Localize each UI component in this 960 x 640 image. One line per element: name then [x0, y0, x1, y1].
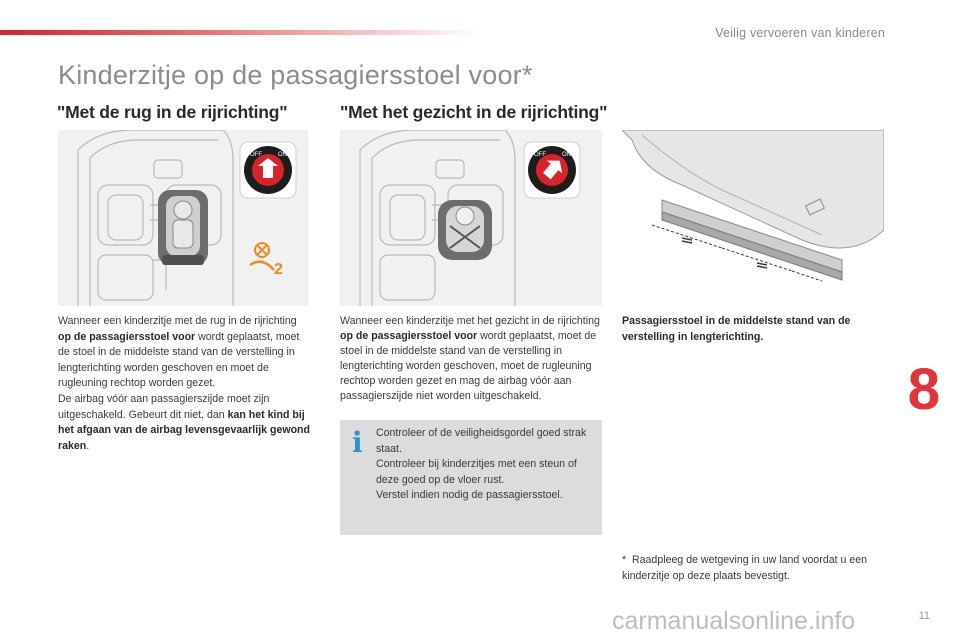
info-line: Controleer of de veiligheidsgordel goed strak staat. [376, 427, 587, 455]
illustration-rear-facing [58, 130, 308, 306]
info-icon: i [352, 426, 363, 459]
page-number: 11 [918, 610, 930, 622]
car-topview-forward-facing [340, 130, 602, 306]
illustration-seat-middle-position [622, 130, 884, 295]
info-text [376, 426, 596, 504]
info-line: Verstel indien nodig de passagiersstoel. [376, 489, 563, 502]
footnote-text: Raadpleeg de wetgeving in uw land voordat u een kinderzitje op deze plaats bevestigt. [622, 554, 867, 582]
svg-text:ON: ON [278, 152, 287, 158]
airbag-warning-symbol [250, 243, 283, 278]
heading-rear-facing: "Met de rug in de rijrichting" [57, 102, 288, 122]
child-seat-rear-facing [158, 190, 208, 265]
svg-text:OFF: OFF [534, 152, 546, 158]
rear-facing-description: Wanneer een kinderzitje met de rug in de rijrichting op de passagiersstoel voor wordt geplaatst, moet de stoel in de middelste stand van de verstelling in lengterichting worden geschoven en moet de rugleuning rechtop worden gezet. De airbag vóór aan passagierszijde moet zijn uitgeschakeld. Gebeurt dit niet, dan kan het kind bij het afgaan van de airbag levensgevaarlijk gewond raken. [58, 315, 310, 452]
footnote [622, 553, 892, 584]
chapter-number: 8 [907, 357, 940, 422]
forward-facing-description: Wanneer een kinderzitje met het gezicht in de rijrichting op de passagiersstoel voor wordt geplaatst, moet de stoel in de middelste stand van de verstelling in lengterichting worden geschoven, moet de rugleuning rechtop worden gezet en mag de airbag vóór aan passagierszijde niet worden uitgeschakeld. [340, 315, 600, 402]
svg-text:OFF: OFF [250, 152, 262, 158]
info-line: Controleer bij kinderzitjes met een steun of deze goed op de vloer rust. [376, 458, 577, 486]
svg-text:2: 2 [274, 261, 283, 278]
header-accent-bar [0, 30, 480, 35]
heading-forward-facing: "Met het gezicht in de rijrichting" [340, 102, 608, 122]
svg-text:ON: ON [562, 152, 571, 158]
airbag-off-sticker [240, 142, 296, 198]
seat-position-caption: Passagiersstoel in de middelste stand van de verstelling in lengterichting. [622, 315, 851, 343]
illustration-forward-facing [340, 130, 602, 306]
watermark: carmanualsonline.info [612, 607, 856, 635]
footnote-star: * [622, 554, 627, 566]
info-box [340, 420, 602, 535]
page-title: Kinderzitje op de passagiersstoel voor* [58, 60, 533, 90]
seat-rail-diagram [622, 130, 884, 295]
child-seat-forward-facing [438, 200, 492, 260]
car-topview-rear-facing [58, 130, 308, 306]
section-title: Veilig vervoeren van kinderen [715, 26, 885, 40]
airbag-on-sticker [524, 142, 580, 198]
